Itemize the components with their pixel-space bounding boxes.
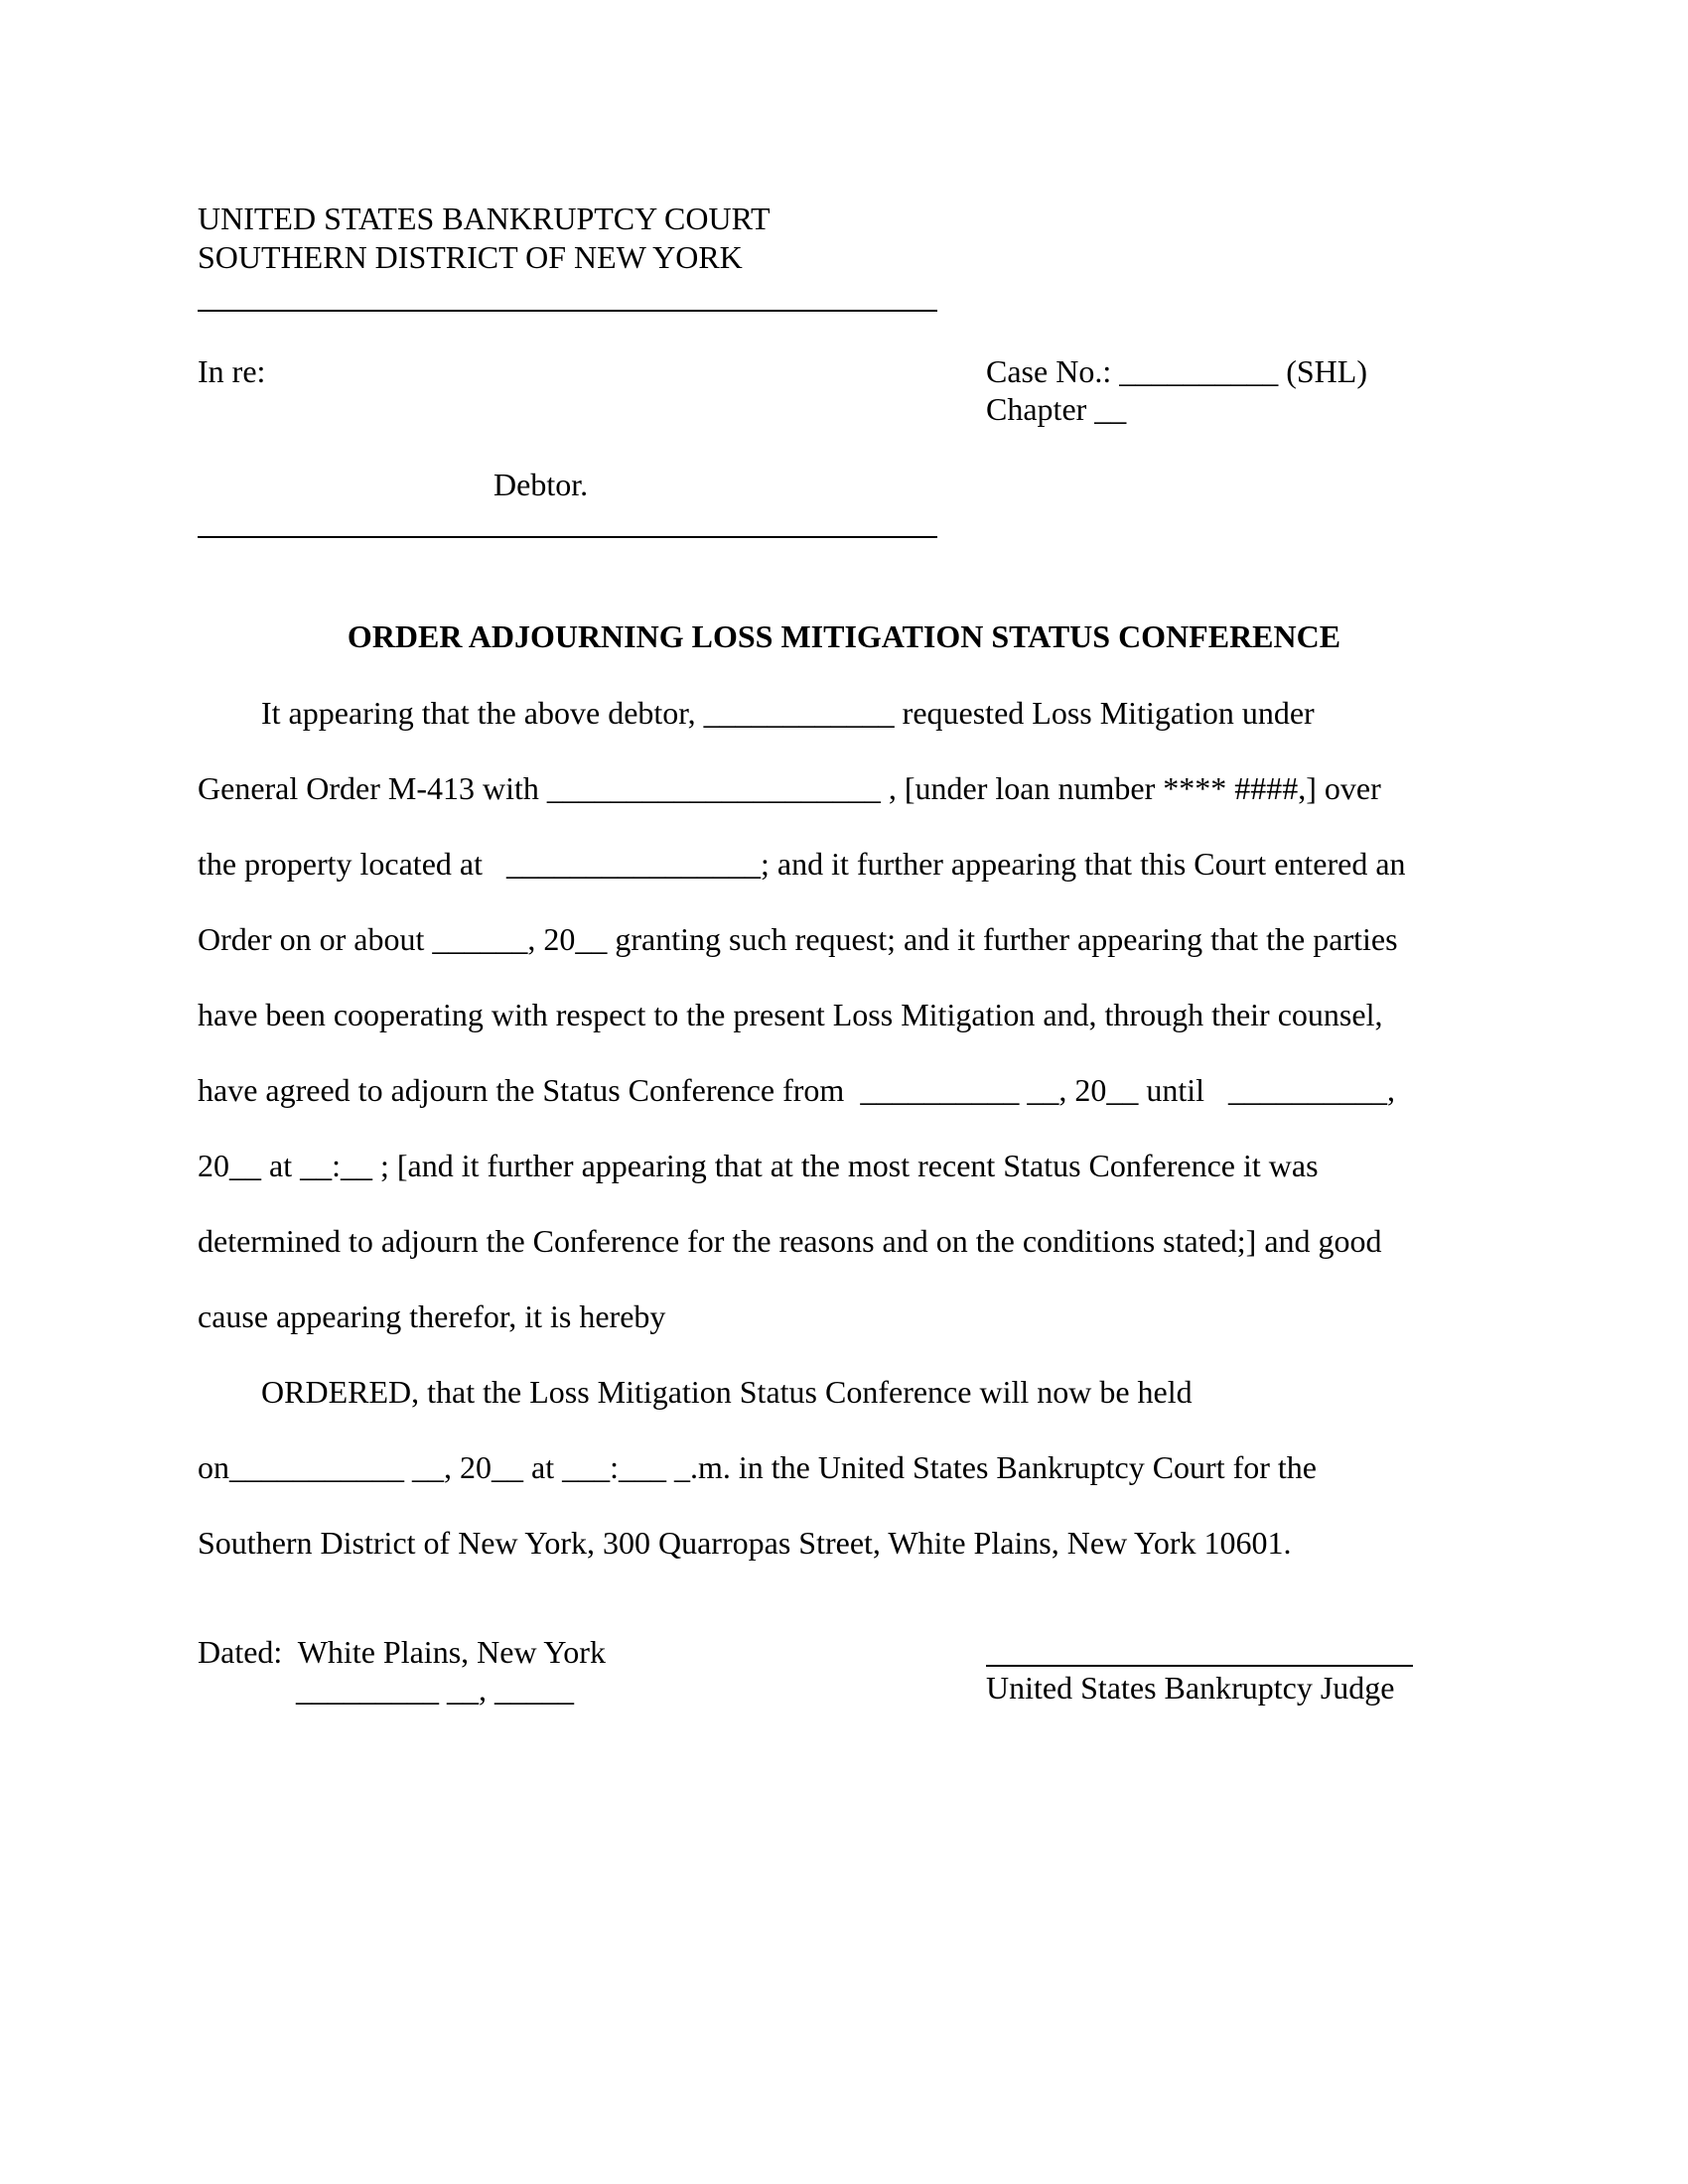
in-re-label: In re: <box>198 353 266 389</box>
caption-bottom-rule <box>198 536 937 538</box>
court-name-line2: SOUTHERN DISTRICT OF NEW YORK <box>198 239 743 275</box>
caption-top-rule <box>198 310 937 312</box>
dated-location: Dated: White Plains, New York <box>198 1634 606 1670</box>
body-line-9: cause appearing therefor, it is hereby <box>198 1298 666 1334</box>
body-line-12: Southern District of New York, 300 Quarropas Street, White Plains, New York 10601. <box>198 1525 1292 1561</box>
order-title: ORDER ADJOURNING LOSS MITIGATION STATUS CONFERENCE <box>347 618 1341 654</box>
body-line-2: General Order M-413 with _____________________ , [under loan number **** ####,] over <box>198 770 1381 806</box>
body-line-6: have agreed to adjourn the Status Conference from __________ __, 20__ until __________, <box>198 1072 1395 1108</box>
court-name-line1: UNITED STATES BANKRUPTCY COURT <box>198 201 771 236</box>
chapter-number: Chapter __ <box>986 391 1127 427</box>
body-line-4: Order on or about ______, 20__ granting such request; and it further appearing that the parties <box>198 921 1398 957</box>
body-line-8: determined to adjourn the Conference for the reasons and on the conditions stated;] and good <box>198 1223 1382 1259</box>
case-number: Case No.: __________ (SHL) <box>986 353 1367 389</box>
body-line-11: on___________ __, 20__ at ___:___ _.m. in the United States Bankruptcy Court for the <box>198 1449 1317 1485</box>
signature-line <box>986 1665 1413 1667</box>
judge-title: United States Bankruptcy Judge <box>986 1670 1395 1706</box>
body-line-10: ORDERED, that the Loss Mitigation Status Conference will now be held <box>198 1374 1193 1410</box>
dated-date-blank: _________ __, _____ <box>296 1672 574 1707</box>
body-line-5: have been cooperating with respect to the present Loss Mitigation and, through their counsel, <box>198 997 1383 1032</box>
body-line-3: the property located at ________________; and it further appearing that this Court entered an <box>198 846 1406 882</box>
body-line-1: It appearing that the above debtor, ____________ requested Loss Mitigation under <box>198 695 1315 731</box>
debtor-label: Debtor. <box>493 467 589 502</box>
body-line-7: 20__ at __:__ ; [and it further appearing that at the most recent Status Conference it was <box>198 1148 1319 1183</box>
